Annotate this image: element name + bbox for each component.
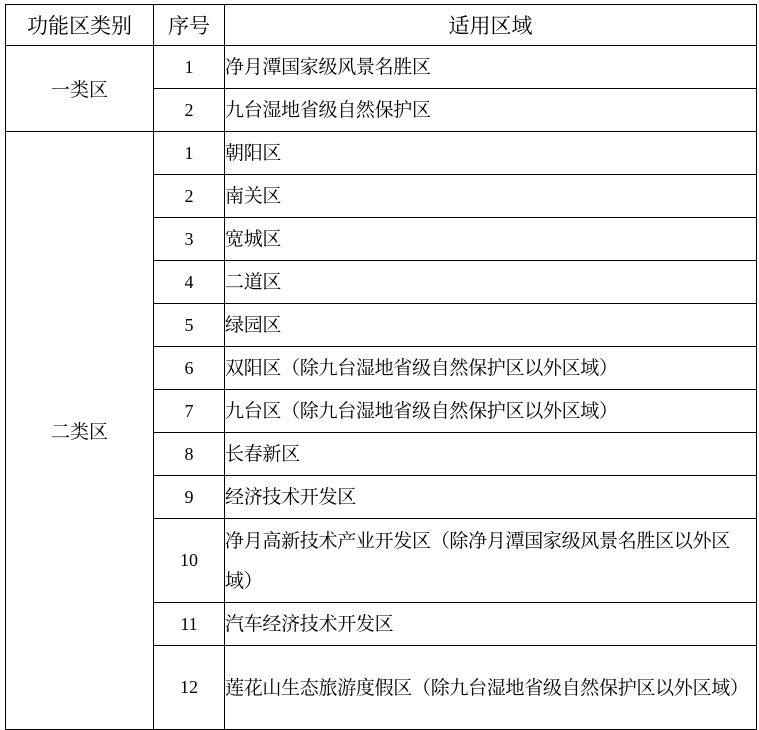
number-cell: 11 xyxy=(154,603,225,646)
number-cell: 6 xyxy=(154,347,225,390)
number-cell: 7 xyxy=(154,390,225,433)
number-cell: 2 xyxy=(154,175,225,218)
number-cell: 9 xyxy=(154,476,225,519)
area-cell: 长春新区 xyxy=(225,433,757,476)
number-cell: 1 xyxy=(154,46,225,89)
number-cell: 3 xyxy=(154,218,225,261)
area-cell: 宽城区 xyxy=(225,218,757,261)
area-cell: 九台湿地省级自然保护区 xyxy=(225,89,757,132)
area-cell: 净月潭国家级风景名胜区 xyxy=(225,46,757,89)
number-cell: 4 xyxy=(154,261,225,304)
zone-table xyxy=(5,4,757,730)
area-cell: 朝阳区 xyxy=(225,132,757,175)
area-cell: 绿园区 xyxy=(225,304,757,347)
area-cell: 南关区 xyxy=(225,175,757,218)
area-cell: 莲花山生态旅游度假区（除九台湿地省级自然保护区以外区域） xyxy=(225,646,757,730)
area-cell: 二道区 xyxy=(225,261,757,304)
area-cell: 九台区（除九台湿地省级自然保护区以外区域） xyxy=(225,390,757,433)
header-area: 适用区域 xyxy=(225,5,757,46)
area-cell: 汽车经济技术开发区 xyxy=(225,603,757,646)
category-cell: 二类区 xyxy=(6,132,154,730)
area-cell: 双阳区（除九台湿地省级自然保护区以外区域） xyxy=(225,347,757,390)
number-cell: 10 xyxy=(154,519,225,603)
header-category: 功能区类别 xyxy=(6,5,154,46)
header-number: 序号 xyxy=(154,5,225,46)
number-cell: 8 xyxy=(154,433,225,476)
table-row xyxy=(6,46,757,89)
table-row xyxy=(6,132,757,175)
number-cell: 2 xyxy=(154,89,225,132)
area-cell: 经济技术开发区 xyxy=(225,476,757,519)
area-cell: 净月高新技术产业开发区（除净月潭国家级风景名胜区以外区域） xyxy=(225,519,757,603)
category-cell: 一类区 xyxy=(6,46,154,132)
number-cell: 5 xyxy=(154,304,225,347)
number-cell: 12 xyxy=(154,646,225,730)
header-row xyxy=(6,5,757,46)
number-cell: 1 xyxy=(154,132,225,175)
